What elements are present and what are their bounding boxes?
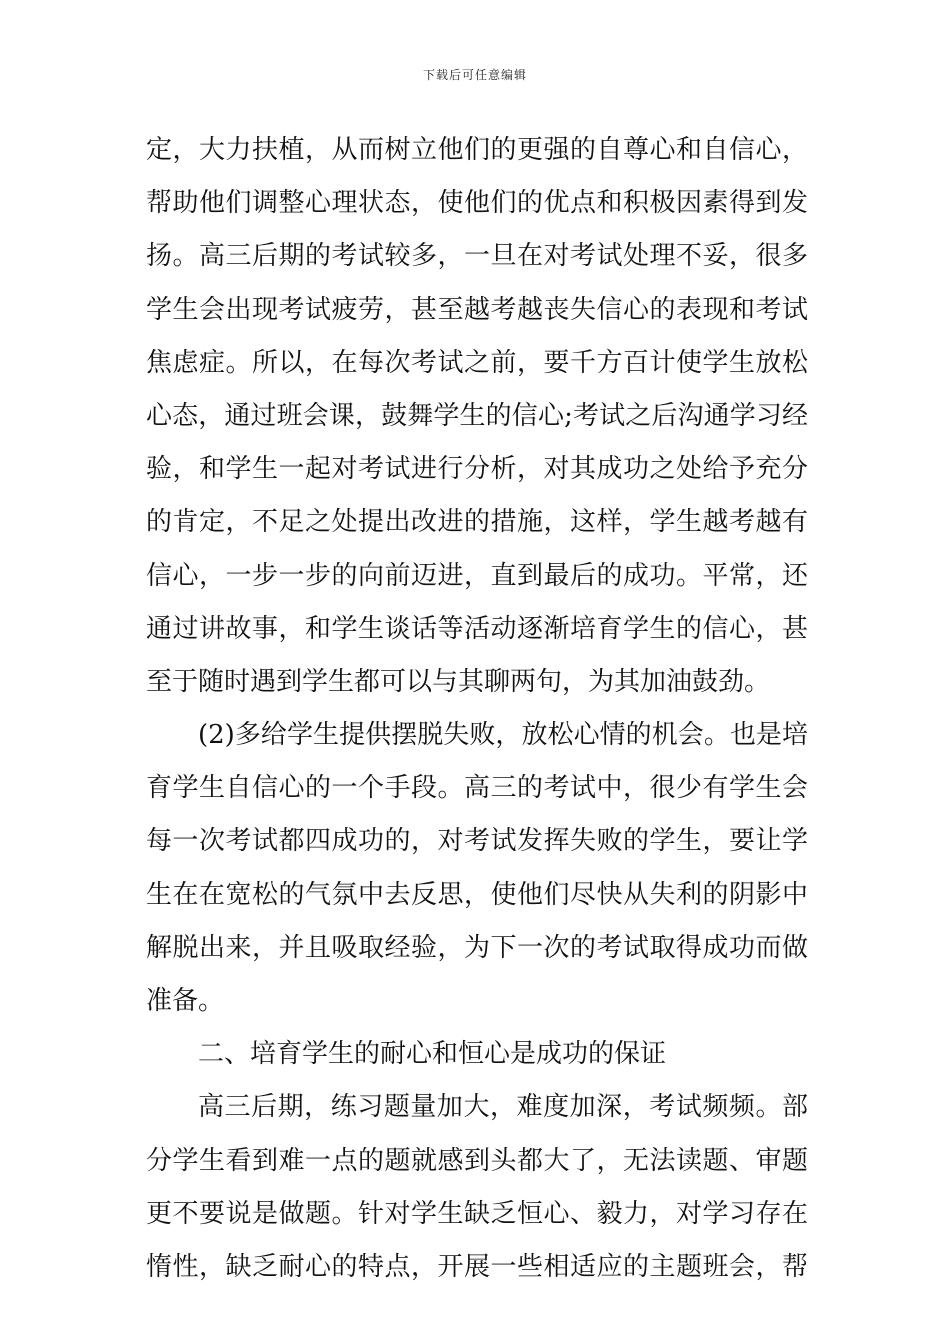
text-line: 扬。高三后期的考试较多，一旦在对考试处理不妥，很多 (146, 241, 808, 272)
text-line: 通过讲故事，和学生谈话等活动逐渐培育学生的信心，甚 (146, 613, 808, 644)
text-line: 生在在宽松的气氛中去反思，使他们尽快从失利的阴影中 (146, 879, 808, 910)
text-line: 学生会出现考试疲劳，甚至越考越丧失信心的表现和考试 (146, 294, 808, 325)
text-line: 更不要说是做题。针对学生缺乏恒心、毅力，对学习存在 (146, 1198, 808, 1229)
text-line: 准备。 (146, 986, 225, 1016)
document-body (146, 124, 808, 1294)
text-line: 信心，一步一步的向前迈进，直到最后的成功。平常，还 (146, 560, 808, 591)
text-line: 解脱出来，并且吸取经验，为下一次的考试取得成功而做 (146, 932, 808, 963)
text-line: 帮助他们调整心理状态，使他们的优点和积极因素得到发 (146, 188, 808, 219)
text-line: 验，和学生一起对考试进行分析，对其成功之处给予充分 (146, 454, 808, 485)
section-heading: 二、培育学生的耐心和恒心是成功的保证 (198, 1039, 667, 1070)
header-note: 下载后可任意编辑 (422, 68, 527, 82)
text-line: 至于随时遇到学生都可以与其聊两句，为其加油鼓劲。 (146, 666, 771, 697)
text-line: 焦虑症。所以，在每次考试之前，要千方百计使学生放松 (146, 347, 808, 378)
text-line: 分学生看到难一点的题就感到头都大了，无法读题、审题 (146, 1145, 808, 1176)
text-line: 心态，通过班会课，鼓舞学生的信心;考试之后沟通学习经 (146, 400, 808, 431)
text-line: 育学生自信心的一个手段。高三的考试中，很少有学生会 (146, 773, 808, 804)
text-line: 高三后期，练习题量加大，难度加深，考试频频。部 (198, 1092, 808, 1123)
text-line: 每一次考试都四成功的，对考试发挥失败的学生，要让学 (146, 826, 808, 857)
text-line: (2)多给学生提供摆脱失败，放松心情的机会。也是培 (198, 720, 808, 751)
text-line: 的肯定，不足之处提出改进的措施，这样，学生越考越有 (146, 507, 808, 538)
text-line: 惰性，缺乏耐心的特点，开展一些相适应的主题班会，帮 (146, 1251, 808, 1282)
text-line: 定，大力扶植，从而树立他们的更强的自尊心和自信心， (146, 135, 808, 165)
